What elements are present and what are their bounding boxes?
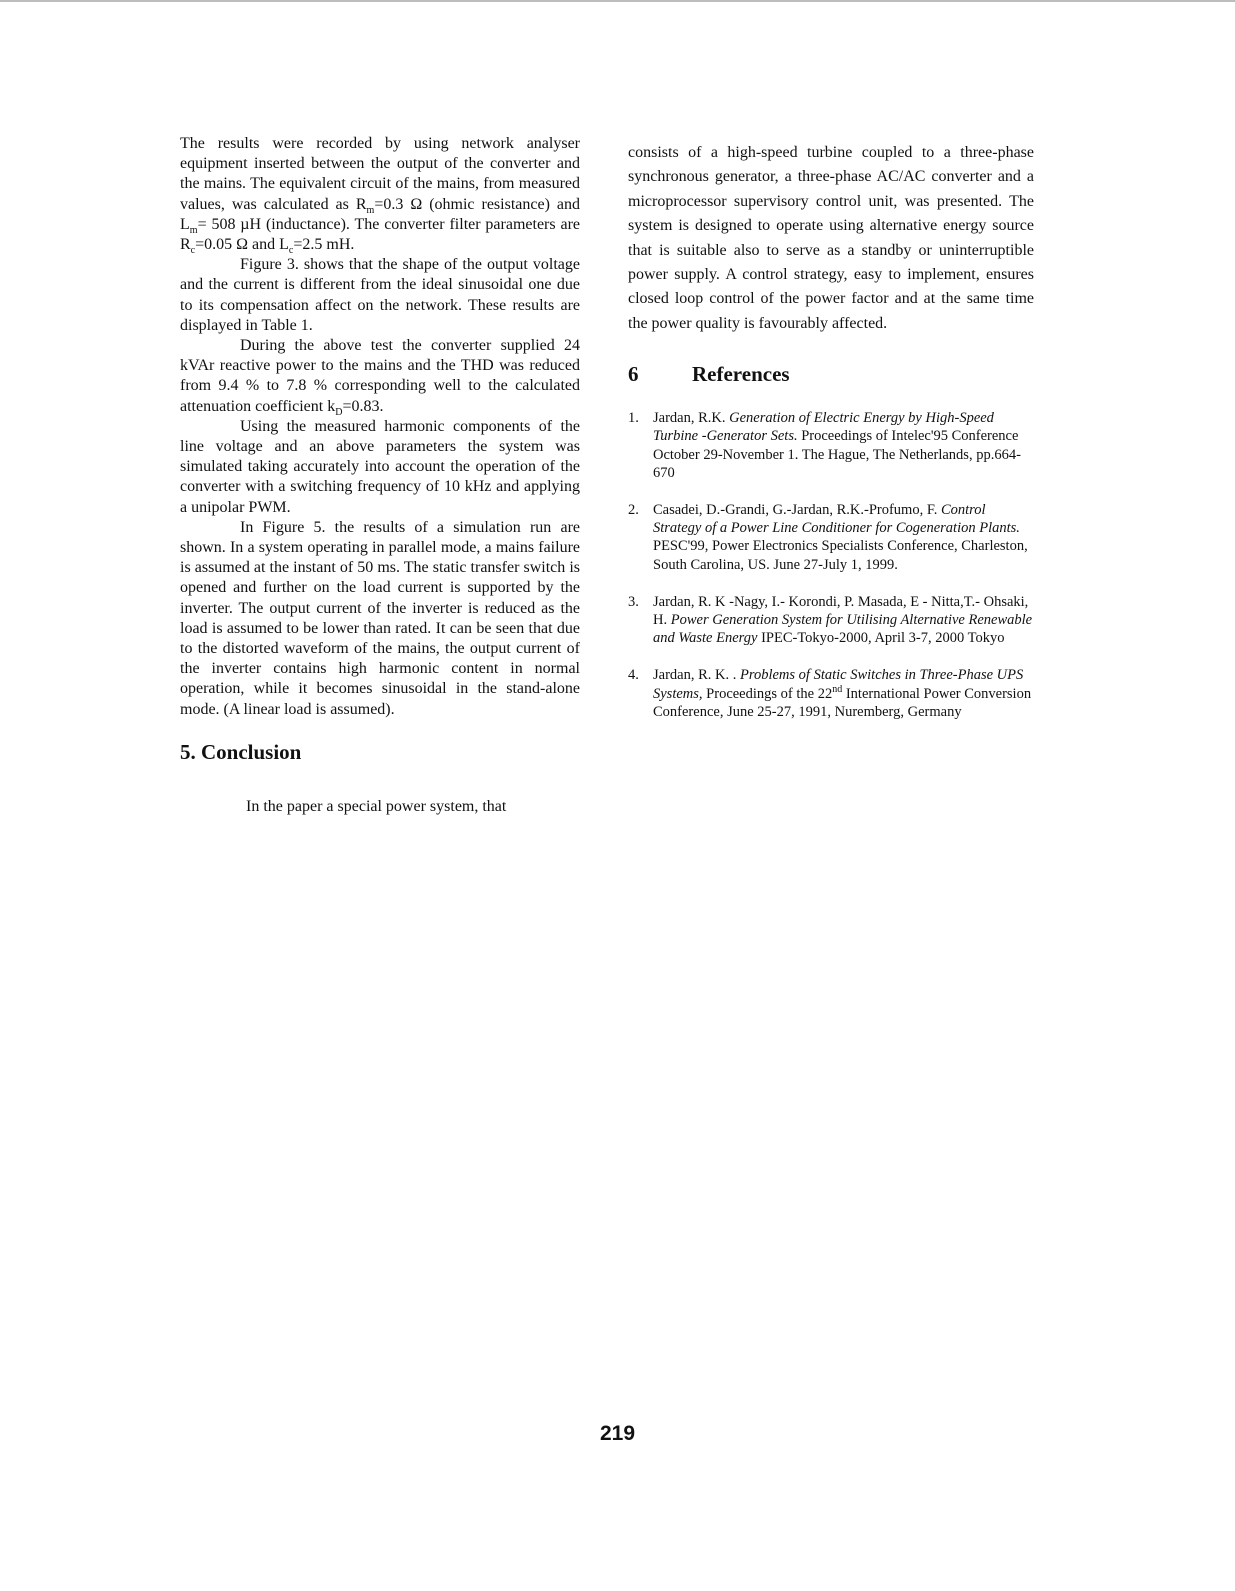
- references-section-number: 6: [628, 362, 639, 387]
- left-column: [180, 134, 580, 817]
- reference-item: 1. Jardan, R.K. Generation of Electric Energy by High-Speed Turbine -Generator Sets. Proceedings of Intelec'95 Conference October 29-November 1. The Hague, The Netherlands, pp.664-670: [628, 410, 1021, 481]
- conclusion-continued: consists of a high-speed turbine coupled to a three-phase synchronous generator, a three-phase AC/AC converter and a microprocessor supervisory control unit, was presented. The system is designed to operate using alternative energy source that is suitable also to serve as a standby or uninterruptible power supply. A control strategy, easy to implement, ensures closed loop control of the power factor and at the same time the power quality is favourably affected.: [628, 144, 1034, 332]
- references-heading: [628, 362, 1034, 387]
- top-rule: [0, 0, 1235, 2]
- paragraph-test: During the above test the converter supplied 24 kVAr reactive power to the mains and the THD was reduced from 9.4 % to 7.8 % corresponding well to the calculated attenuation coefficient $k_D=0.83$.: [180, 337, 580, 418]
- right-column: [628, 141, 1034, 740]
- page-number: 219: [599, 1422, 636, 1445]
- references-title: References: [692, 362, 790, 387]
- reference-item: 3. Jardan, R. K -Nagy, I.- Korondi, P. Masada, E - Nitta,T.- Ohsaki, H. Power Generation System for Utilising Alternative Renewable and Waste Energy IPEC-Tokyo-2000, April 3-7, 2000 Tokyo: [628, 593, 1033, 647]
- references-list: [628, 409, 1034, 721]
- reference-item: 2. Casadei, D.-Grandi, G.-Jardan, R.K.-Profumo, F. Control Strategy of a Power Line Conditioner for Cogeneration Plants. PESC'99, Power Electronics Specialists Conference, Charleston, South Carolina, US. June 27-July 1, 1999.: [628, 502, 1028, 573]
- paragraph-figure3: Figure 3. shows that the shape of the output voltage and the current is different from the ideal sinusoidal one due to its compensation affect on the network. These results are displayed in Table 1.: [180, 256, 580, 334]
- conclusion-heading: 5. Conclusion: [180, 739, 302, 764]
- paragraph-simulation: Using the measured harmonic components of the line voltage and an above parameters the system was simulated taking accurately into account the operation of the converter with a switching frequency of 10 kHz and applying a unipolar PWM.: [180, 417, 580, 516]
- paragraph-results: The results were recorded by using network analyser equipment inserted between the output of the converter and the mains. The equivalent circuit of the mains, from measured values, was calculated as $R_m=0.3$ Ω (ohmic resistance) and $L_m= 508$ µH (inductance). The converter filter parameters are $R_c=0.05$ Ω and $L_c=2.5$ mH.: [180, 135, 580, 257]
- paragraph-figure5: In Figure 5. the results of a simulation run are shown. In a system operating in parallel mode, a mains failure is assumed at the instant of 50 ms. The static transfer switch is opened and further on the load current is supported by the inverter. The output current of the inverter is reduced as the load is assumed to be lower than rated. It can be seen that due to the distorted waveform of the mains, the output current of the inverter contains high harmonic content in normal operation, while it becomes sinusoidal in the stand-alone mode. (A linear load is assumed).: [180, 518, 580, 718]
- conclusion-paragraph: In the paper a special power system, that: [246, 797, 507, 815]
- reference-item: 4. Jardan, R. K. . Problems of Static Switches in Three-Phase UPS Systems, Proceedings of the 22nd International Power Conversion Conference, June 25-27, 1991, Nuremberg, Germany: [628, 667, 1032, 720]
